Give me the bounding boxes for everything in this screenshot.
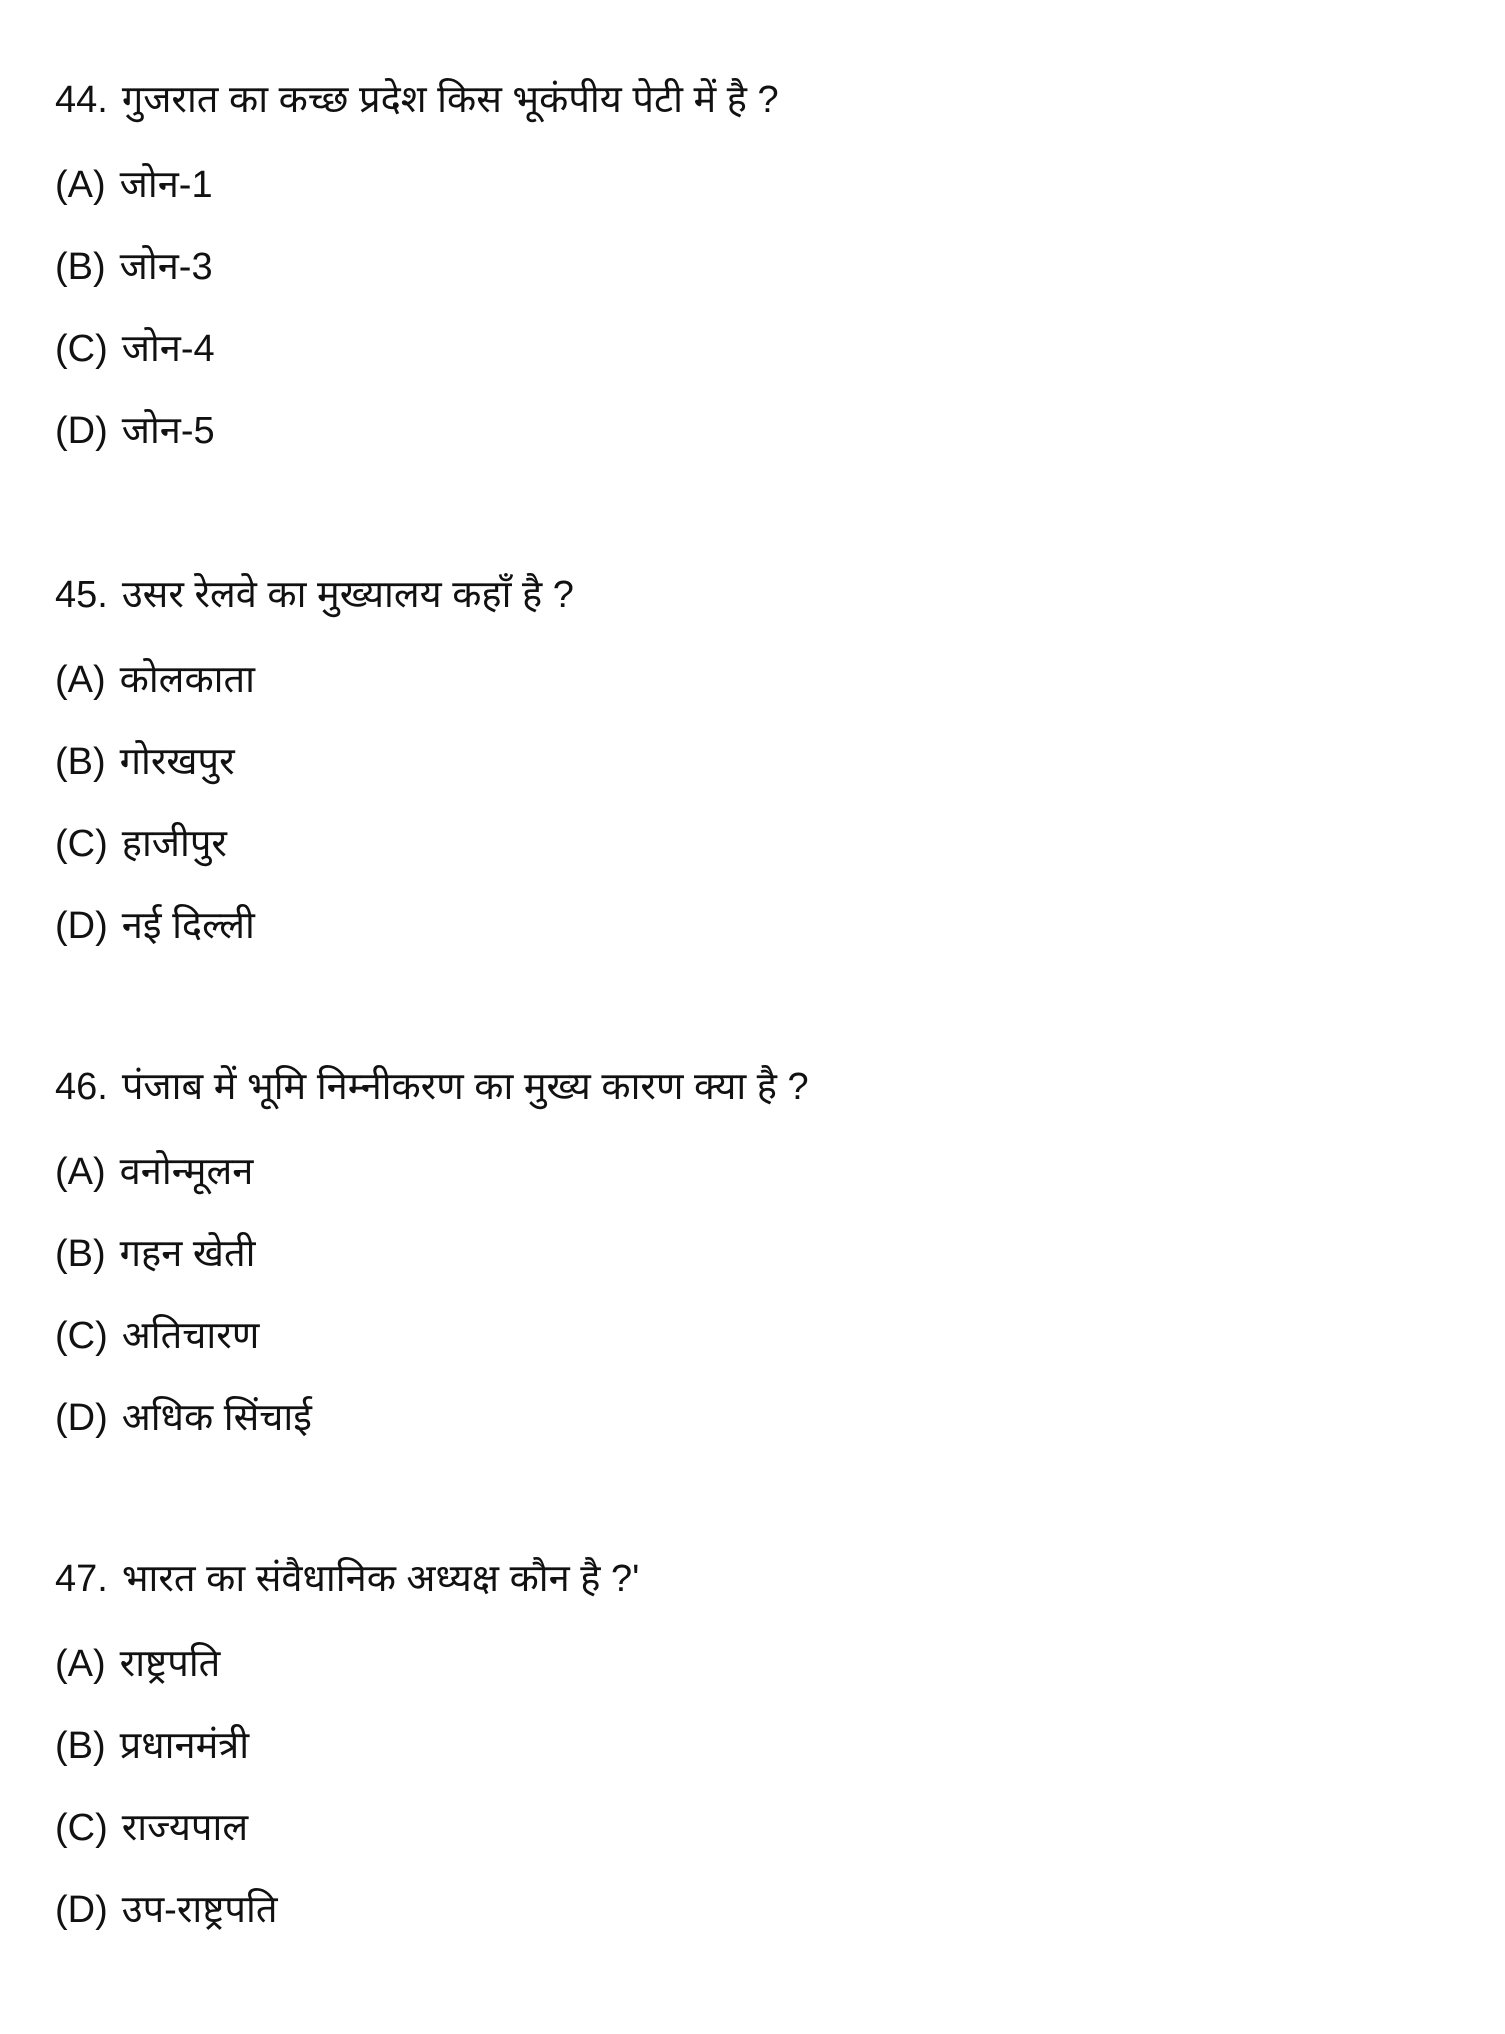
option-label: (A) [55, 659, 106, 701]
question-text [55, 569, 574, 621]
question-stem: गुजरात का कच्छ प्रदेश किस भूकंपीय पेटी में है ? [121, 79, 779, 121]
option-text: जोन-1 [119, 164, 213, 206]
answer-option [55, 818, 227, 870]
option-text: जोन-4 [121, 328, 215, 370]
option-text: नई दिल्ली [121, 905, 255, 947]
option-label: (D) [55, 1397, 108, 1439]
option-text: प्रधानमंत्री [119, 1725, 250, 1767]
option-label: (B) [55, 1233, 106, 1275]
option-text: राज्यपाल [121, 1807, 249, 1849]
question-number: 47. [55, 1558, 108, 1600]
option-text: उप-राष्ट्रपति [121, 1889, 278, 1931]
answer-option [55, 1720, 249, 1772]
question-number: 45. [55, 574, 108, 616]
question-stem: भारत का संवैधानिक अध्यक्ष कौन है ?' [121, 1558, 640, 1600]
question-stem: पंजाब में भूमि निम्नीकरण का मुख्य कारण क्या है ? [121, 1066, 809, 1108]
question-number: 46. [55, 1066, 108, 1108]
answer-option [55, 159, 213, 211]
answer-option [55, 241, 213, 293]
option-label: (C) [55, 1807, 108, 1849]
answer-option [55, 900, 255, 952]
option-label: (D) [55, 905, 108, 947]
answer-option [55, 1392, 312, 1444]
answer-option [55, 1228, 255, 1280]
option-label: (C) [55, 328, 108, 370]
option-text: अधिक सिंचाई [121, 1397, 312, 1439]
option-label: (B) [55, 246, 106, 288]
option-text: जोन-3 [119, 246, 213, 288]
option-text: गहन खेती [119, 1233, 256, 1275]
option-text: कोलकाता [119, 659, 255, 701]
option-text: राष्ट्रपति [119, 1643, 221, 1685]
answer-option [55, 1638, 220, 1690]
option-text: अतिचारण [121, 1315, 260, 1357]
option-text: गोरखपुर [119, 741, 235, 783]
option-label: (D) [55, 1889, 108, 1931]
option-label: (C) [55, 823, 108, 865]
answer-option [55, 405, 215, 457]
answer-option [55, 736, 235, 788]
option-label: (C) [55, 1315, 108, 1357]
answer-option [55, 654, 255, 706]
option-label: (A) [55, 1151, 106, 1193]
question-stem: उसर रेलवे का मुख्यालय कहाँ है ? [121, 574, 574, 616]
option-label: (B) [55, 741, 106, 783]
answer-option [55, 1802, 248, 1854]
option-text: जोन-5 [121, 410, 215, 452]
option-label: (A) [55, 1643, 106, 1685]
option-label: (B) [55, 1725, 106, 1767]
question-text [55, 1553, 639, 1605]
answer-option [55, 323, 215, 375]
option-label: (A) [55, 164, 106, 206]
answer-option [55, 1146, 253, 1198]
question-text [55, 1061, 809, 1113]
option-text: हाजीपुर [121, 823, 227, 865]
question-number: 44. [55, 79, 108, 121]
option-text: वनोन्मूलन [119, 1151, 254, 1193]
question-text [55, 74, 779, 126]
answer-option [55, 1884, 278, 1936]
option-label: (D) [55, 410, 108, 452]
answer-option [55, 1310, 259, 1362]
